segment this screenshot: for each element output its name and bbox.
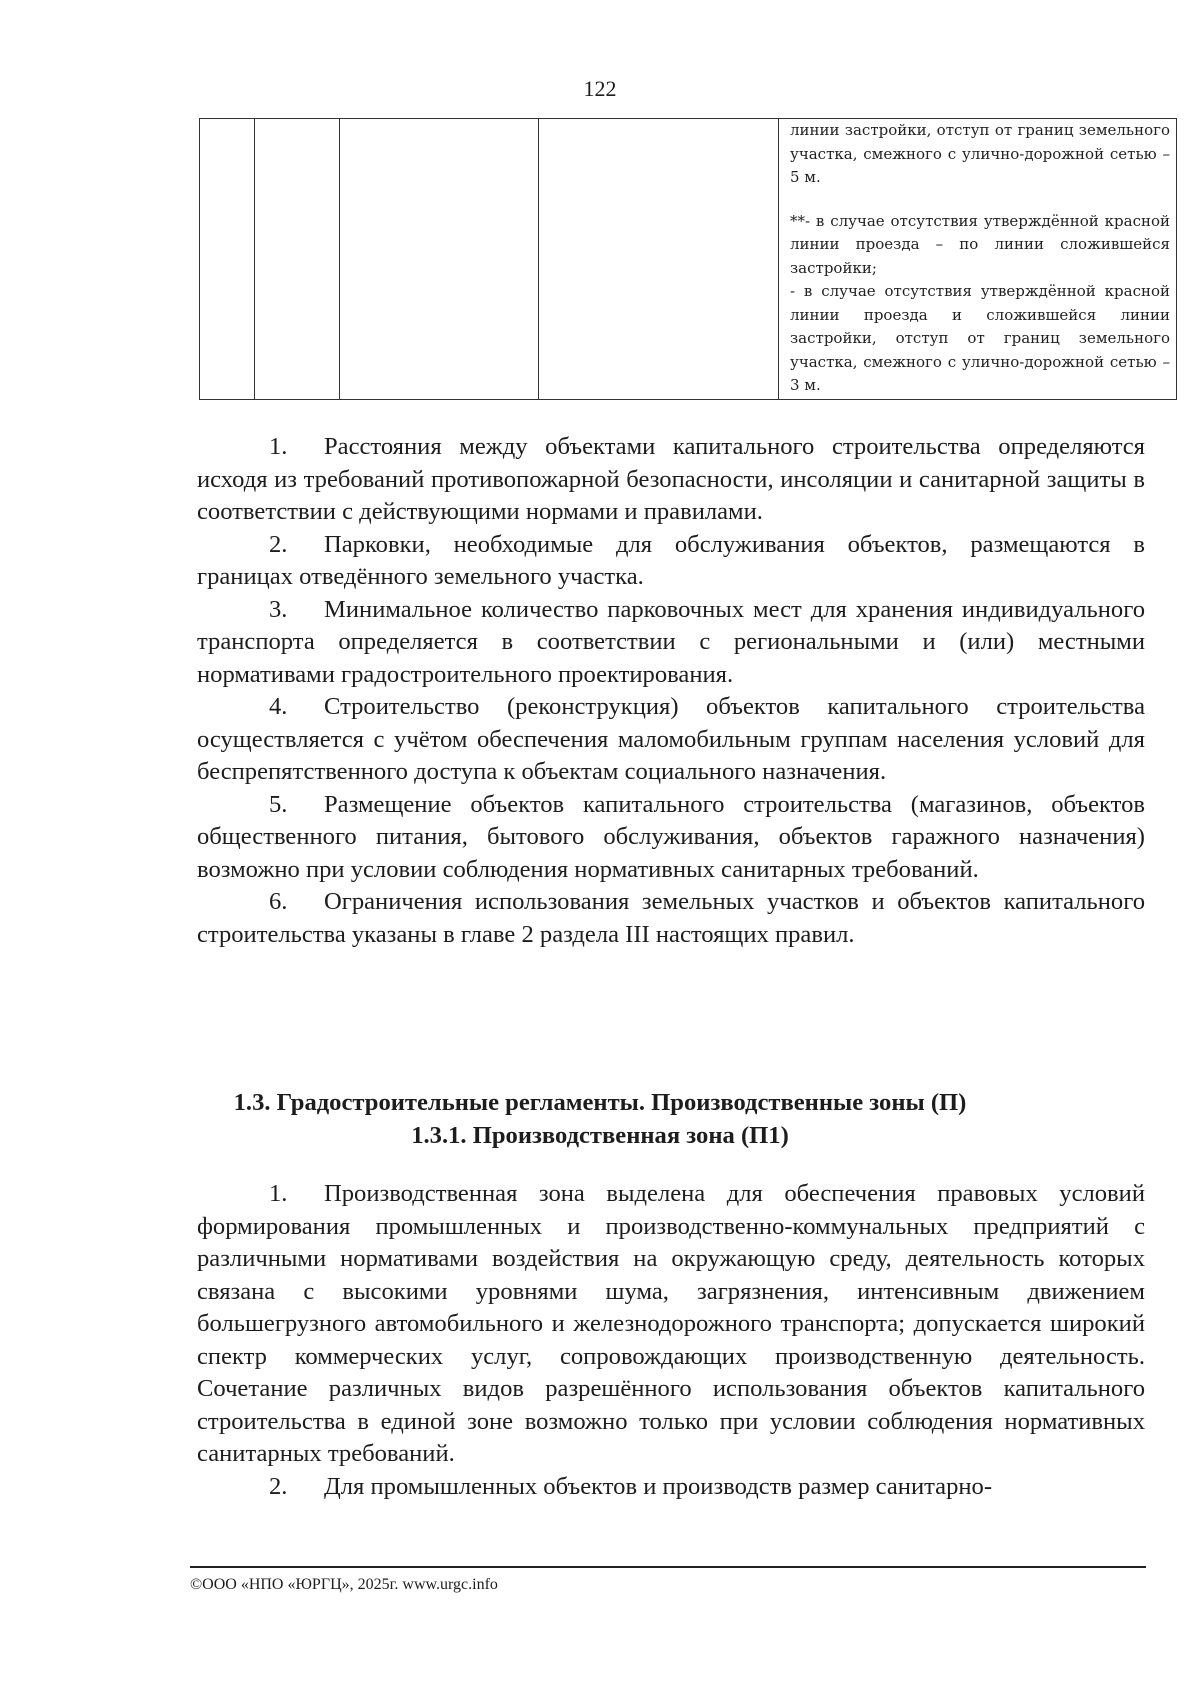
item-number: 2. bbox=[269, 1472, 288, 1500]
table-cell-empty bbox=[340, 119, 539, 400]
item-text: Парковки, необходимые для обслуживания объектов, размещаются в границах отведённого земельного участка. bbox=[197, 530, 1145, 590]
list-item bbox=[197, 1471, 1145, 1504]
table-note: линии застройки, отступ от границ земельного участка, смежного с улично-дорожной сетью – 5 м. bbox=[790, 121, 1170, 186]
item-number: 2. bbox=[269, 530, 288, 558]
list-item bbox=[197, 789, 1145, 887]
table-cell-empty bbox=[539, 119, 779, 400]
table-cell-notes bbox=[779, 119, 1177, 400]
item-text: Расстояния между объектами капитального строительства определяются исходя из требований противопожарной безопасности, инсоляции и санитарной защиты в соответствии с действующими нормами и правилами. bbox=[197, 433, 1145, 525]
list-item bbox=[197, 431, 1145, 529]
table-row bbox=[200, 119, 1177, 400]
item-text: Строительство (реконструкция) объектов капитального строительства осуществляется с учётом обеспечения маломобильным группам населения условий для беспрепятственного доступа к объектам социального назначения. bbox=[197, 693, 1145, 785]
list-item bbox=[197, 529, 1145, 594]
list-item bbox=[197, 691, 1145, 789]
table-cell-empty bbox=[200, 119, 255, 400]
footer-divider bbox=[190, 1566, 1146, 1568]
item-text: Производственная зона выделена для обеспечения правовых условий формирования промышленных и производственно-коммунальных предприятий с различными нормативами воздействия на окружающую среду, деятельность которых связана с высокими уровнями шума, загрязнения, интенсивным движением большегрузного автомобильного и железнодорожного транспорта; допускается широкий спектр коммерческих услуг, сопровождающих производственную деятельность. Сочетание различных видов разрешённого использования объектов капитального строительства в единой зоне возможно только при условии соблюдения нормативных санитарных требований. bbox=[197, 1180, 1145, 1467]
item-number: 4. bbox=[269, 693, 288, 720]
footer-copyright: ©ООО «НПО «ЮРГЦ», 2025г. www.urgc.info bbox=[190, 1576, 498, 1593]
table-note: - в случае отсутствия утверждённой красной линии проезда и сложившейся линии застройки, отступ от границ земельного участка, смежного с улично-дорожной сетью – 3 м. bbox=[790, 282, 1170, 394]
subsection-heading: 1.3.1. Производственная зона (П1) bbox=[411, 1122, 789, 1149]
table-cell-empty bbox=[255, 119, 340, 400]
item-number: 3. bbox=[269, 595, 288, 623]
item-text: Размещение объектов капитального строительства (магазинов, объектов общественного питания, бытового обслуживания, объектов гаражного назначения) возможно при условии соблюдения нормативных санитарных требований. bbox=[197, 790, 1145, 883]
item-number: 6. bbox=[269, 888, 288, 915]
list-item bbox=[197, 594, 1145, 692]
section-heading: 1.3. Градостроительные регламенты. Производственные зоны (П) bbox=[233, 1089, 967, 1116]
item-text: Ограничения использования земельных участков и объектов капитального строительства указаны в главе 2 раздела III настоящих правил. bbox=[197, 888, 1145, 948]
continued-table bbox=[199, 118, 1177, 400]
list-item bbox=[197, 886, 1145, 951]
item-number: 1. bbox=[269, 1180, 288, 1207]
item-text: Для промышленных объектов и производств размер санитарно- bbox=[324, 1472, 993, 1500]
section-list-general bbox=[197, 431, 1145, 951]
table-note: **- в случае отсутствия утверждённой красной линии проезда – по линии сложившейся застройки; bbox=[790, 211, 1170, 277]
page-number: 122 bbox=[583, 76, 617, 101]
list-item bbox=[197, 1178, 1145, 1471]
item-text: Минимальное количество парковочных мест для хранения индивидуального транспорта определяется в соответствии с региональными и (или) местными нормативами градостроительного проектирования. bbox=[197, 595, 1145, 688]
item-number: 1. bbox=[269, 433, 288, 460]
section-list-production bbox=[197, 1178, 1145, 1503]
item-number: 5. bbox=[269, 790, 288, 818]
